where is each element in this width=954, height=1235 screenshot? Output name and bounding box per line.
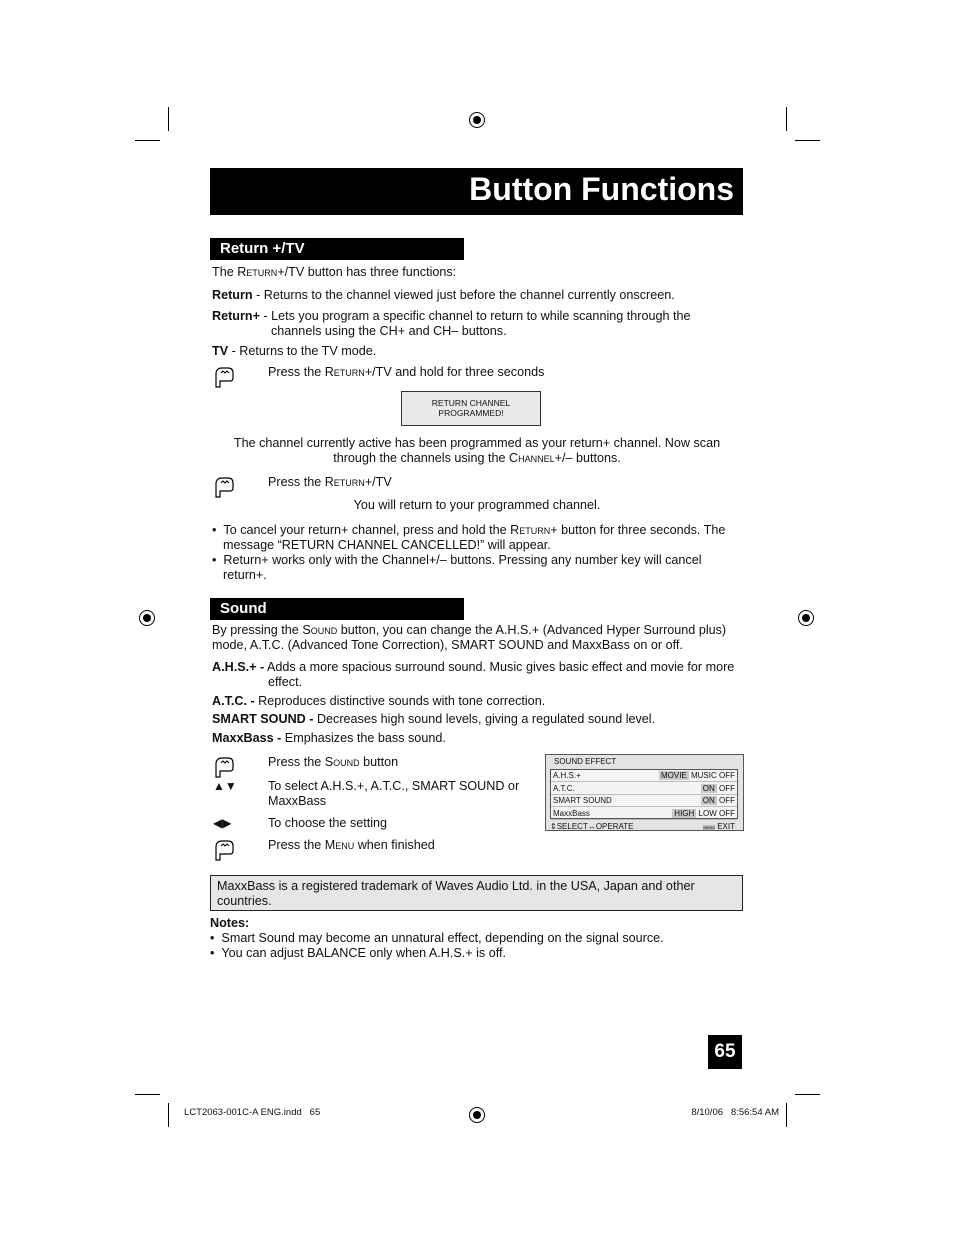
page-title-bar: [210, 168, 743, 215]
section-heading-text: Sound: [220, 600, 267, 617]
note-item: • Smart Sound may become an unnatural effect, depending on the signal source.: [210, 931, 664, 945]
return-intro: The Return+/TV button has three functions:: [212, 265, 457, 279]
osd-return-programmed: RETURN CHANNEL PROGRAMMED!: [401, 391, 541, 426]
osd-option: MOVIE: [660, 771, 687, 780]
osd-option: HIGH: [674, 808, 695, 818]
registration-mark-icon: [798, 610, 814, 626]
step-select-cont: MaxxBass: [268, 794, 327, 808]
registration-mark-icon: [469, 112, 485, 128]
maxxbass-def: MaxxBass - Emphasizes the bass sound.: [212, 731, 446, 745]
section-heading-return: [210, 238, 464, 260]
osd-row: A.H.S.+ MOVIE MUSIC OFF: [553, 771, 735, 780]
osd-row: SMART SOUND ON OFF: [553, 796, 735, 805]
section-heading-sound: [210, 598, 464, 620]
bullet: • To cancel your return+ channel, press and hold the Return+ button for three seconds. The: [212, 523, 726, 537]
crop-mark: [168, 1103, 169, 1127]
hand-press-icon: [213, 838, 235, 862]
hand-press-icon: [213, 475, 235, 499]
crop-mark: [786, 107, 787, 131]
step-return-press: Press the Return+/TV: [268, 475, 392, 489]
crop-mark: [168, 107, 169, 131]
smart-sound-def: SMART SOUND - Decreases high sound levels, giving a regulated sound level.: [212, 712, 656, 726]
osd-option: OFF: [719, 783, 735, 793]
osd-footer-select: ⇕SELECT↔OPERATE: [550, 822, 634, 831]
slug-filename: LCT2063-001C-A ENG.indd 65: [184, 1107, 321, 1118]
osd-row: A.T.C. ON OFF: [553, 783, 735, 793]
left-right-arrows-icon: ◀▶: [213, 816, 232, 830]
sound-effect-osd: [545, 754, 744, 831]
returnplus-def: Return+ - Lets you program a specific channel to return to while scanning through the: [212, 309, 691, 323]
ahs-def-cont: effect.: [268, 675, 303, 689]
osd-title: SOUND EFFECT: [554, 757, 617, 766]
registration-mark-icon: [139, 610, 155, 626]
crop-mark: [795, 1094, 820, 1095]
crop-mark: [135, 140, 160, 141]
page-title: Button Functions: [469, 171, 734, 207]
osd-option: OFF: [719, 796, 735, 805]
bullet-cont: return+.: [223, 568, 267, 582]
return-def: Return - Returns to the channel viewed just before the channel currently onscreen.: [212, 288, 675, 302]
step-press-menu: Press the Menu when finished: [268, 838, 435, 852]
osd-footer-exit: MENU EXIT: [703, 822, 735, 831]
step-choose: To choose the setting: [268, 816, 388, 830]
osd-option: LOW: [698, 808, 717, 818]
step-press-sound: Press the Sound button: [268, 755, 399, 769]
note-item: • You can adjust BALANCE only when A.H.S.+ is off.: [210, 946, 506, 960]
registration-mark-icon: [469, 1107, 485, 1123]
result-text: You will return to your programmed channel.: [353, 498, 601, 512]
osd-option: ON: [702, 783, 715, 793]
desc-line1: The channel currently active has been programmed as your return+ channel. Now scan: [233, 436, 721, 450]
osd-option: ON: [702, 796, 715, 805]
step-select: To select A.H.S.+, A.T.C., SMART SOUND or: [268, 779, 520, 793]
up-down-arrows-icon: ▲▼: [213, 779, 237, 793]
desc-line2: through the channels using the Channel+/– buttons.: [333, 451, 621, 465]
bullet: • Return+ works only with the Channel+/– buttons. Pressing any number key will cancel: [212, 553, 702, 567]
returnplus-def-cont: channels using the CH+ and CH– buttons.: [271, 324, 507, 338]
page-number: 65: [708, 1035, 742, 1069]
crop-mark: [786, 1103, 787, 1127]
crop-mark: [795, 140, 820, 141]
ahs-def: A.H.S.+ - Adds a more spacious surround sound. Music gives basic effect and movie for more: [212, 660, 735, 674]
sound-intro: By pressing the Sound button, you can change the A.H.S.+ (Advanced Hyper Surround plus): [212, 623, 727, 637]
hand-press-icon: [213, 755, 235, 779]
sound-intro-cont: mode, A.T.C. (Advanced Tone Correction), SMART SOUND and MaxxBass on or off.: [212, 638, 683, 652]
crop-mark: [135, 1094, 160, 1095]
slug-timestamp: 8/10/06 8:56:54 AM: [691, 1107, 779, 1118]
bullet-cont: message “RETURN CHANNEL CANCELLED!” will appear.: [223, 538, 551, 552]
step-return-hold: Press the Return+/TV and hold for three seconds: [268, 365, 545, 379]
osd-option: OFF: [719, 771, 735, 780]
osd-option: OFF: [719, 808, 735, 818]
trademark-note: MaxxBass is a registered trademark of Waves Audio Ltd. in the USA, Japan and other countries.: [210, 875, 743, 911]
tv-def: TV - Returns to the TV mode.: [212, 344, 377, 358]
hand-press-icon: [213, 365, 235, 389]
osd-row: MaxxBass HIGH LOW OFF: [553, 808, 735, 818]
osd-option: MUSIC: [690, 771, 717, 780]
notes-heading: Notes:: [210, 916, 250, 930]
section-heading-text: Return +/TV: [220, 240, 305, 257]
atc-def: A.T.C. - Reproduces distinctive sounds with tone correction.: [212, 694, 546, 708]
